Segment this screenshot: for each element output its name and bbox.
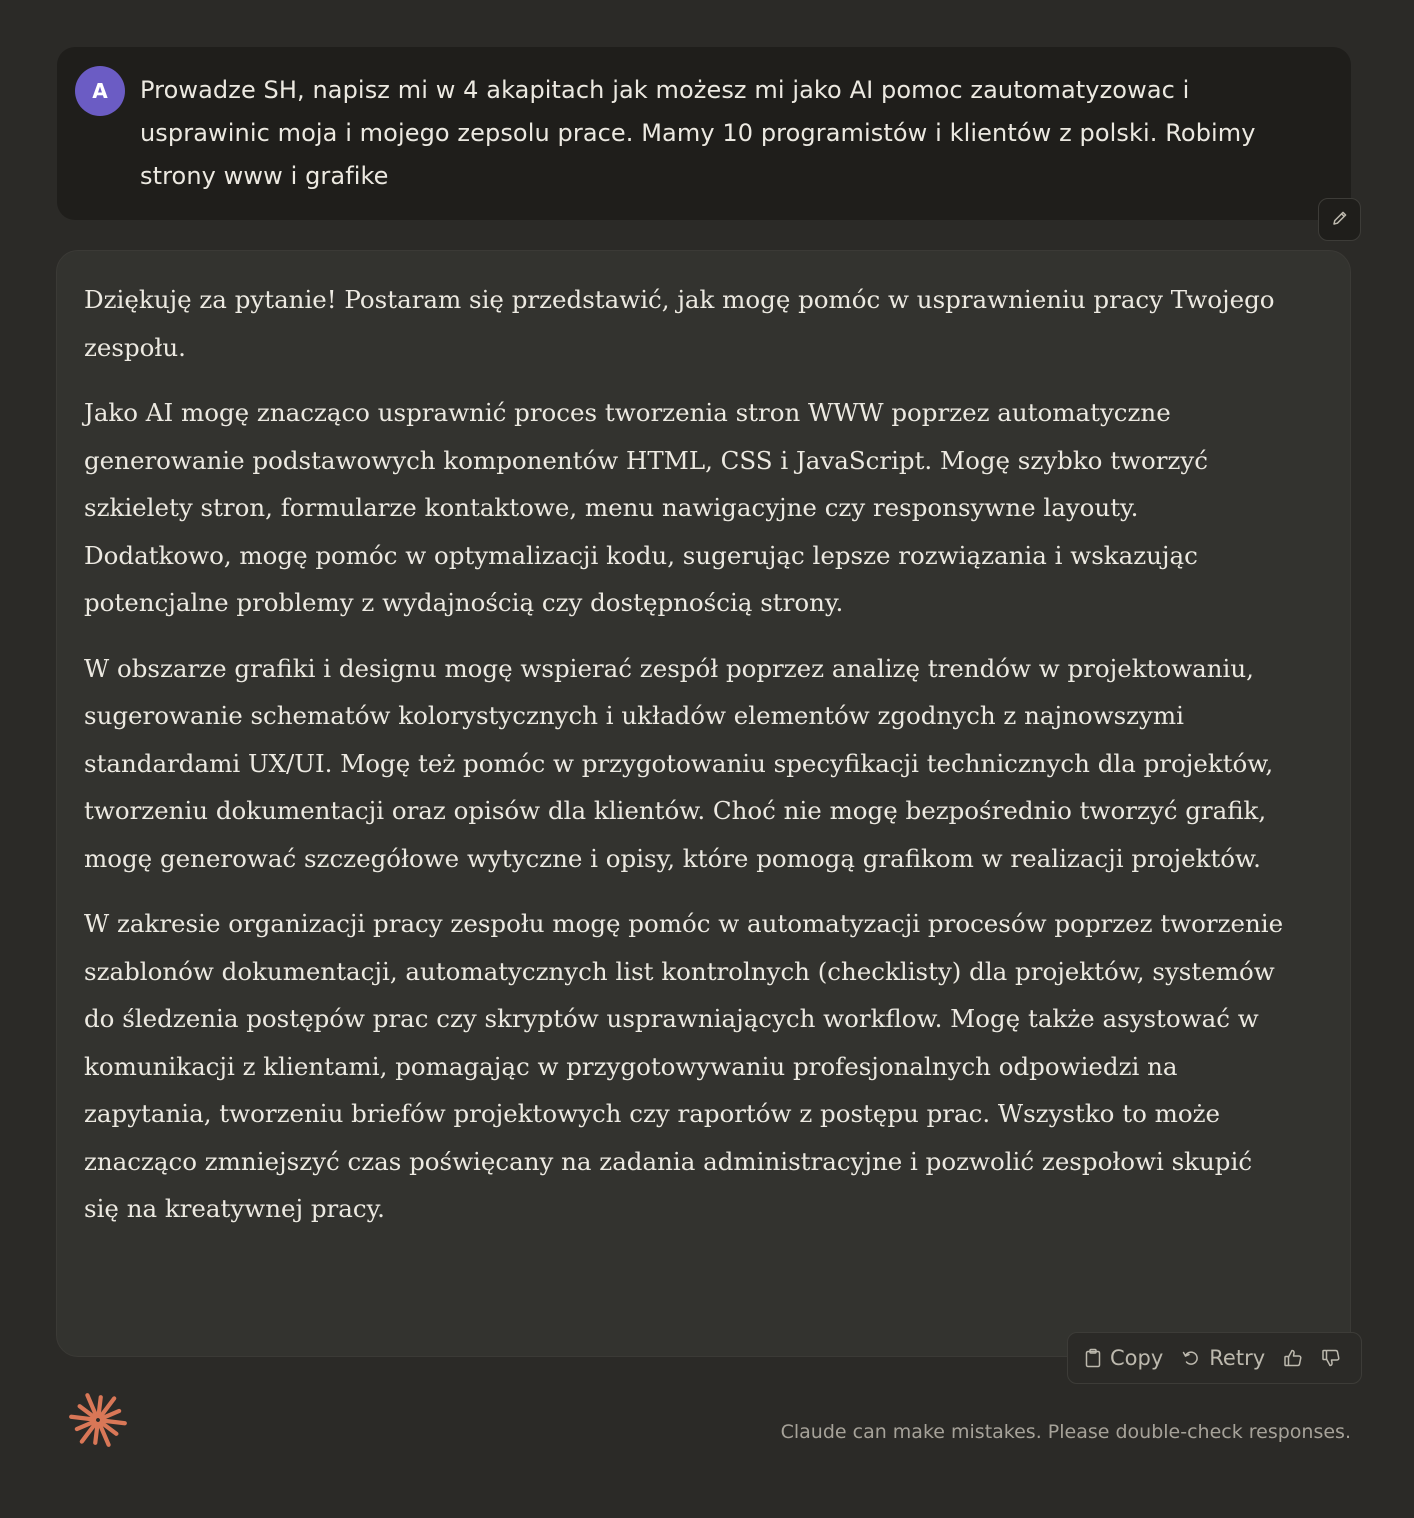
retry-icon xyxy=(1181,1348,1201,1368)
clipboard-icon xyxy=(1084,1348,1102,1368)
claude-logo xyxy=(68,1390,128,1450)
logo-ray xyxy=(71,1417,94,1420)
thumbs-down-button[interactable] xyxy=(1321,1348,1341,1368)
retry-label: Retry xyxy=(1209,1346,1266,1370)
assistant-paragraph: Jako AI mogę znacząco usprawnić proces tworzenia stron WWW poprzez automatyczne generowanie podstawowych komponentów HTML, CSS i JavaScript. Mogę szybko tworzyć szkielety stron, formularze kontaktowe, menu nawigacyjne czy responsywne layouty. Dodatkowo, mogę pomóc w optymalizacji kodu, sugerując lepsze rozwiązania i wskazując potencjalne problemy z wydajnością czy dostępnością strony. xyxy=(84,398,1208,617)
copy-button[interactable] xyxy=(1084,1346,1163,1370)
thumbs-up-icon xyxy=(1283,1348,1303,1368)
logo-ray xyxy=(95,1424,97,1443)
disclaimer-text: Claude can make mistakes. Please double-check responses. xyxy=(780,1421,1351,1443)
message-action-bar xyxy=(1067,1332,1362,1384)
edit-message-button[interactable] xyxy=(1318,198,1361,241)
thumbs-up-button[interactable] xyxy=(1283,1348,1303,1368)
user-message xyxy=(57,47,1351,220)
copy-label: Copy xyxy=(1110,1346,1164,1370)
logo-ray xyxy=(98,1397,100,1416)
user-message-text: Prowadze SH, napisz mi w 4 akapitach jak możesz mi jako AI pomoc zautomatyzowac i usprawinic moja i mojego zepsolu prace. Mamy 10 programistów i klientów z polski. Robimy strony www i grafike xyxy=(140,76,1256,190)
assistant-paragraph: W obszarze grafiki i designu mogę wspierać zespół poprzez analizę trendów w projektowaniu, sugerowanie schematów kolorystycznych i układów elementów zgodnych z najnowszymi standardami UX/UI. Mogę też pomóc w przygotowaniu specyfikacji technicznych dla projektów, tworzeniu dokumentacji oraz opisów dla klientów. Choć nie mogę bezpośrednio tworzyć grafik, mogę generować szczegółowe wytyczne i opisy, które pomogą grafikom w realizacji projektów. xyxy=(84,653,1274,873)
user-avatar: A xyxy=(75,66,125,116)
thumbs-down-icon xyxy=(1321,1348,1341,1368)
assistant-paragraph: Dziękuję za pytanie! Postaram się przedstawić, jak mogę pomóc w usprawnieniu pracy Twojego zespołu. xyxy=(84,285,1275,362)
assistant-message xyxy=(56,250,1351,1357)
assistant-paragraph: W zakresie organizacji pracy zespołu mogę pomóc w automatyzacji procesów poprzez tworzenie szablonów dokumentacji, automatycznych list kontrolnych (checklisty) dla projektów, systemów do śledzenia postępów prac czy skryptów usprawniających workflow. Mogę także asystować w komunikacji z klientami, pomagając w przygotowywaniu profesjonalnych odpowiedzi na zapytania, tworzeniu briefów projektowych czy raportów z postępu prac. Wszystko to może znacząco zmniejszyć czas poświęcany na zadania administracyjne i pozwolić zespołowi skupić się na kreatywnej pracy. xyxy=(84,909,1284,1223)
retry-button[interactable] xyxy=(1181,1346,1265,1370)
assistant-message-body xyxy=(84,276,1284,1251)
pencil-icon xyxy=(1331,209,1349,231)
logo-ray xyxy=(102,1420,125,1423)
